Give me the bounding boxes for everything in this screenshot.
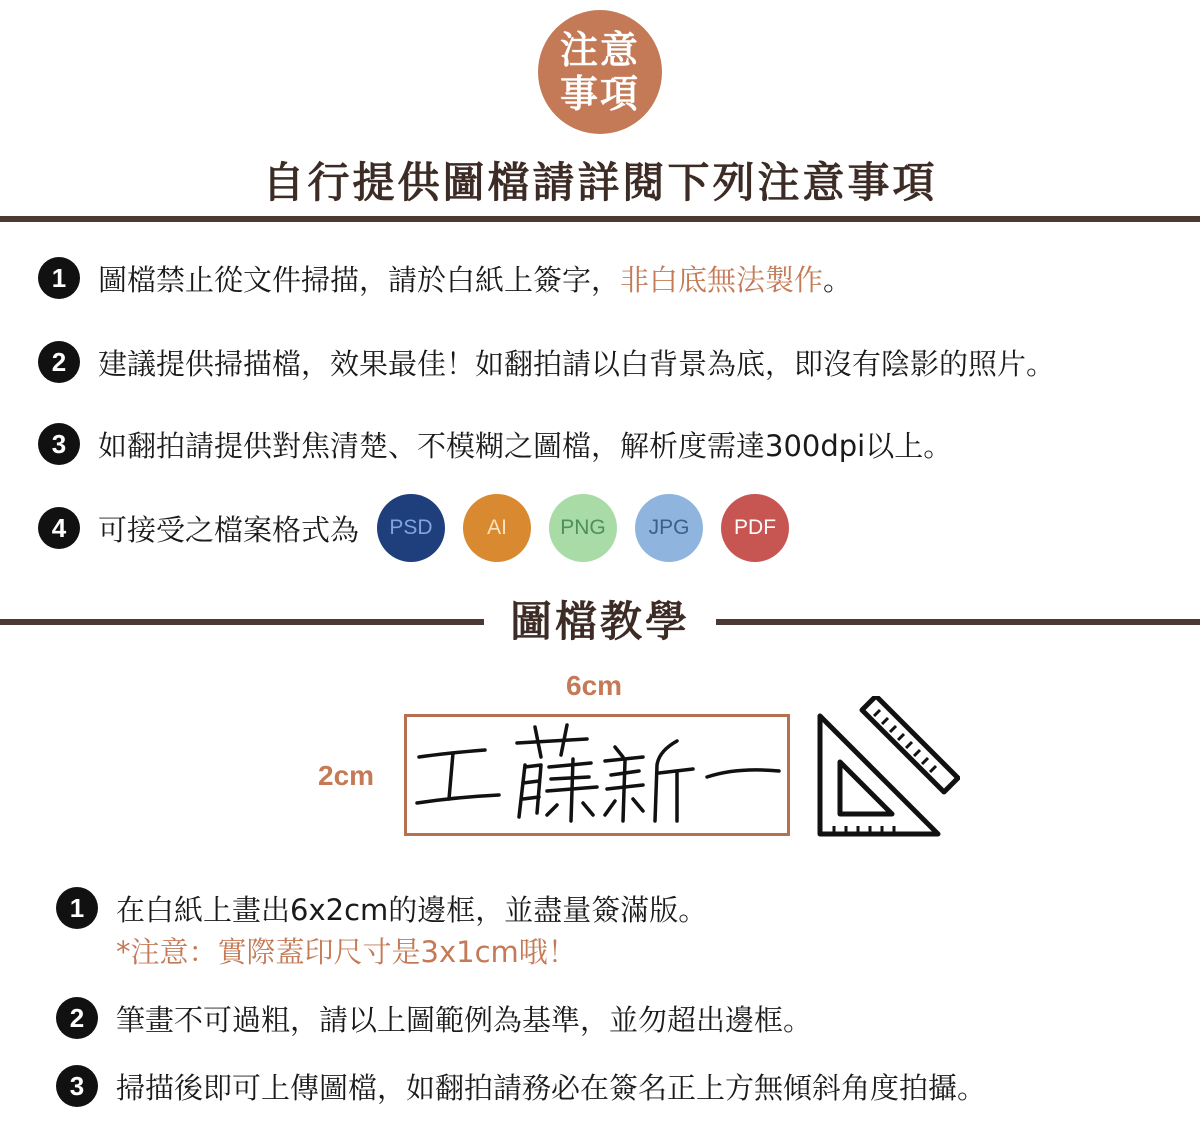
pdf-format-icon: PDF (721, 494, 789, 562)
number-badge: 1 (56, 887, 98, 929)
notice-badge (538, 10, 662, 134)
height-label: 2cm (318, 760, 375, 791)
note-highlight: 非白底無法製作 (620, 262, 824, 297)
step-text: 筆畫不可過粗，請以上圖範例為基準，並勿超出邊框。 (116, 1002, 813, 1037)
set-square-ruler-icon (814, 696, 960, 842)
ai-format-icon: AI (463, 494, 531, 562)
number-badge: 2 (56, 997, 98, 1039)
note-text: 圖檔禁止從文件掃描，請於白紙上簽字， (98, 262, 621, 297)
note-item-3 (38, 422, 952, 466)
width-label: 6cm (566, 670, 623, 701)
png-format-icon: PNG (549, 494, 617, 562)
note-text: 建議提供掃描檔，效果最佳！如翻拍請以白背景為底，即沒有陰影的照片。 (98, 346, 1056, 381)
number-badge: 3 (56, 1065, 98, 1107)
note-tail: 。 (823, 262, 853, 297)
badge-line-2: 事項 (559, 72, 640, 116)
section-title: 圖檔教學 (509, 597, 690, 646)
note-item-1 (38, 256, 852, 300)
number-badge: 2 (38, 341, 80, 383)
number-badge: 4 (38, 507, 80, 549)
number-badge: 3 (38, 423, 80, 465)
handwritten-signature (407, 717, 787, 833)
divider-left (0, 619, 484, 625)
signature-box (404, 714, 790, 836)
note-item-4 (38, 506, 789, 550)
tutorial-section-header (0, 590, 1200, 654)
psd-format-icon: PSD (377, 494, 445, 562)
divider-right (716, 619, 1200, 625)
page-title: 自行提供圖檔請詳閱下列注意事項 (262, 158, 938, 207)
step-text: 掃描後即可上傳圖檔，如翻拍請務必在簽名正上方無傾斜角度拍攝。 (116, 1070, 987, 1105)
note-text: 可接受之檔案格式為 (98, 512, 360, 547)
number-badge: 1 (38, 257, 80, 299)
tutorial-step-3 (56, 1064, 986, 1108)
size-note: *注意：實際蓋印尺寸是3x1cm哦！ (116, 935, 577, 969)
badge-line-1: 注意 (559, 28, 640, 72)
tutorial-step-2 (56, 996, 812, 1040)
jpg-format-icon: JPG (635, 494, 703, 562)
note-item-2 (38, 340, 1055, 384)
step-text: 在白紙上畫出6x2cm的邊框，並盡量簽滿版。 (116, 892, 708, 927)
note-text: 如翻拍請提供對焦清楚、不模糊之圖檔，解析度需達300dpi以上。 (98, 428, 953, 463)
divider (0, 216, 1200, 222)
tutorial-step-1 (56, 886, 707, 930)
